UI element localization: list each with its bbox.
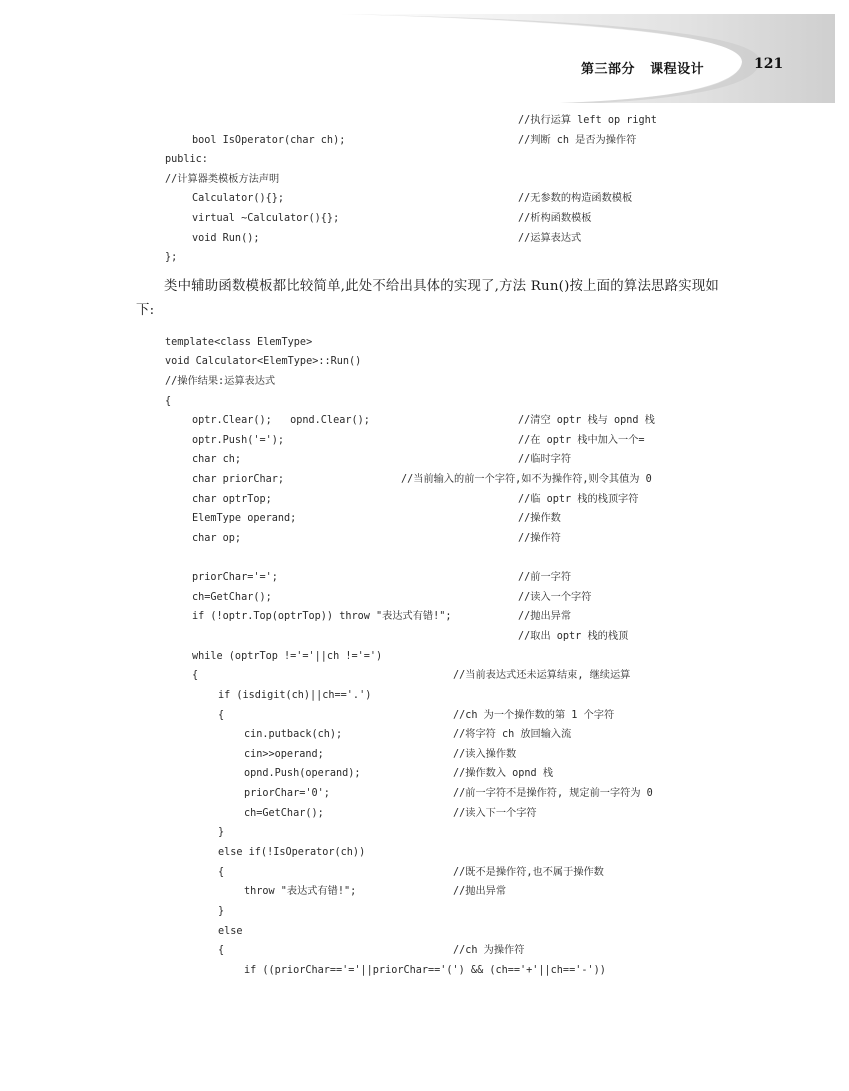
code-line: bool IsOperator(char ch); bbox=[192, 135, 346, 146]
code-line: char ch; bbox=[192, 454, 242, 465]
code-line: { bbox=[165, 396, 172, 407]
code-comment: //操作符 bbox=[518, 533, 561, 544]
code-line: } bbox=[218, 906, 225, 917]
code-line: char priorChar; bbox=[192, 474, 285, 485]
code-line: }; bbox=[165, 252, 178, 263]
code-line: //操作结果:运算表达式 bbox=[165, 376, 276, 387]
code-line: priorChar='='; bbox=[192, 572, 278, 583]
code-line: if (isdigit(ch)||ch=='.') bbox=[218, 690, 372, 701]
code-line: void Run(); bbox=[192, 233, 260, 244]
code-comment: //操作数入 opnd 栈 bbox=[453, 768, 554, 779]
code-line: char optrTop; bbox=[192, 494, 272, 505]
running-head bbox=[581, 58, 704, 77]
code-line: cin.putback(ch); bbox=[244, 729, 343, 740]
code-comment: //当前输入的前一个字符,如不为操作符,则令其值为 0 bbox=[401, 474, 652, 485]
code-line: void Calculator<ElemType>::Run() bbox=[165, 356, 362, 367]
code-comment: //读入一个字符 bbox=[518, 592, 592, 603]
code-comment: //判断 ch 是否为操作符 bbox=[518, 135, 637, 146]
code-comment: //清空 optr 栈与 opnd 栈 bbox=[518, 415, 655, 426]
code-comment: //读入下一个字符 bbox=[453, 808, 537, 819]
code-line: //计算器类模板方法声明 bbox=[165, 174, 280, 185]
code-comment: //在 optr 栈中加入一个= bbox=[518, 435, 645, 446]
code-comment: //前一字符 bbox=[518, 572, 572, 583]
section-label: 课程设计 bbox=[650, 62, 705, 77]
code-line: { bbox=[218, 945, 225, 956]
code-line: { bbox=[218, 710, 225, 721]
code-line: if (!optr.Top(optrTop)) throw "表达式有错!"; bbox=[192, 611, 452, 622]
code-comment: //抛出异常 bbox=[518, 611, 572, 622]
code-line: if ((priorChar=='='||priorChar=='(') && (ch=='+'||ch=='-')) bbox=[244, 965, 606, 976]
code-line: cin>>operand; bbox=[244, 749, 324, 760]
code-line: while (optrTop !='='||ch !='=') bbox=[192, 651, 383, 662]
code-line: ch=GetChar(); bbox=[192, 592, 272, 603]
code-comment: //当前表达式还未运算结束, 继续运算 bbox=[453, 670, 631, 681]
code-comment: //将字符 ch 放回输入流 bbox=[453, 729, 572, 740]
header-swoosh bbox=[0, 0, 849, 110]
code-comment: //临 optr 栈的栈顶字符 bbox=[518, 494, 639, 505]
code-comment: //ch 为操作符 bbox=[453, 945, 525, 956]
code-comment: //前一字符不是操作符, 规定前一字符为 0 bbox=[453, 788, 653, 799]
code-comment: //运算表达式 bbox=[518, 233, 582, 244]
code-line: priorChar='0'; bbox=[244, 788, 330, 799]
page-number: 121 bbox=[754, 56, 784, 72]
code-line: { bbox=[192, 670, 199, 681]
code-line: else bbox=[218, 926, 243, 937]
code-line: ch=GetChar(); bbox=[244, 808, 324, 819]
code-comment: //操作数 bbox=[518, 513, 561, 524]
code-line: template<class ElemType> bbox=[165, 337, 313, 348]
code-comment: //既不是操作符,也不属于操作数 bbox=[453, 867, 604, 878]
code-line: throw "表达式有错!"; bbox=[244, 886, 357, 897]
body-paragraph: 类中辅助函数模板都比较简单,此处不给出具体的实现了,方法 Run()按上面的算法思路实现如下: bbox=[136, 279, 719, 318]
code-comment: //无参数的构造函数模板 bbox=[518, 193, 633, 204]
code-line: opnd.Push(operand); bbox=[244, 768, 361, 779]
code-line: } bbox=[218, 827, 225, 838]
code-line: virtual ~Calculator(){}; bbox=[192, 213, 340, 224]
code-line: optr.Clear(); opnd.Clear(); bbox=[192, 415, 370, 426]
part-label: 第三部分 bbox=[581, 62, 636, 77]
code-comment: //取出 optr 栈的栈顶 bbox=[518, 631, 629, 642]
code-comment: //读入操作数 bbox=[453, 749, 517, 760]
code-line: { bbox=[218, 867, 225, 878]
code-comment: //析构函数模板 bbox=[518, 213, 592, 224]
code-line: optr.Push('='); bbox=[192, 435, 285, 446]
code-line: Calculator(){}; bbox=[192, 193, 285, 204]
code-comment: //临时字符 bbox=[518, 454, 572, 465]
code-line: char op; bbox=[192, 533, 242, 544]
code-comment: //抛出异常 bbox=[453, 886, 507, 897]
code-line: ElemType operand; bbox=[192, 513, 297, 524]
code-line: else if(!IsOperator(ch)) bbox=[218, 847, 366, 858]
code-comment: //ch 为一个操作数的第 1 个字符 bbox=[453, 710, 615, 721]
code-line: public: bbox=[165, 154, 208, 165]
code-comment: //执行运算 left op right bbox=[518, 115, 657, 126]
